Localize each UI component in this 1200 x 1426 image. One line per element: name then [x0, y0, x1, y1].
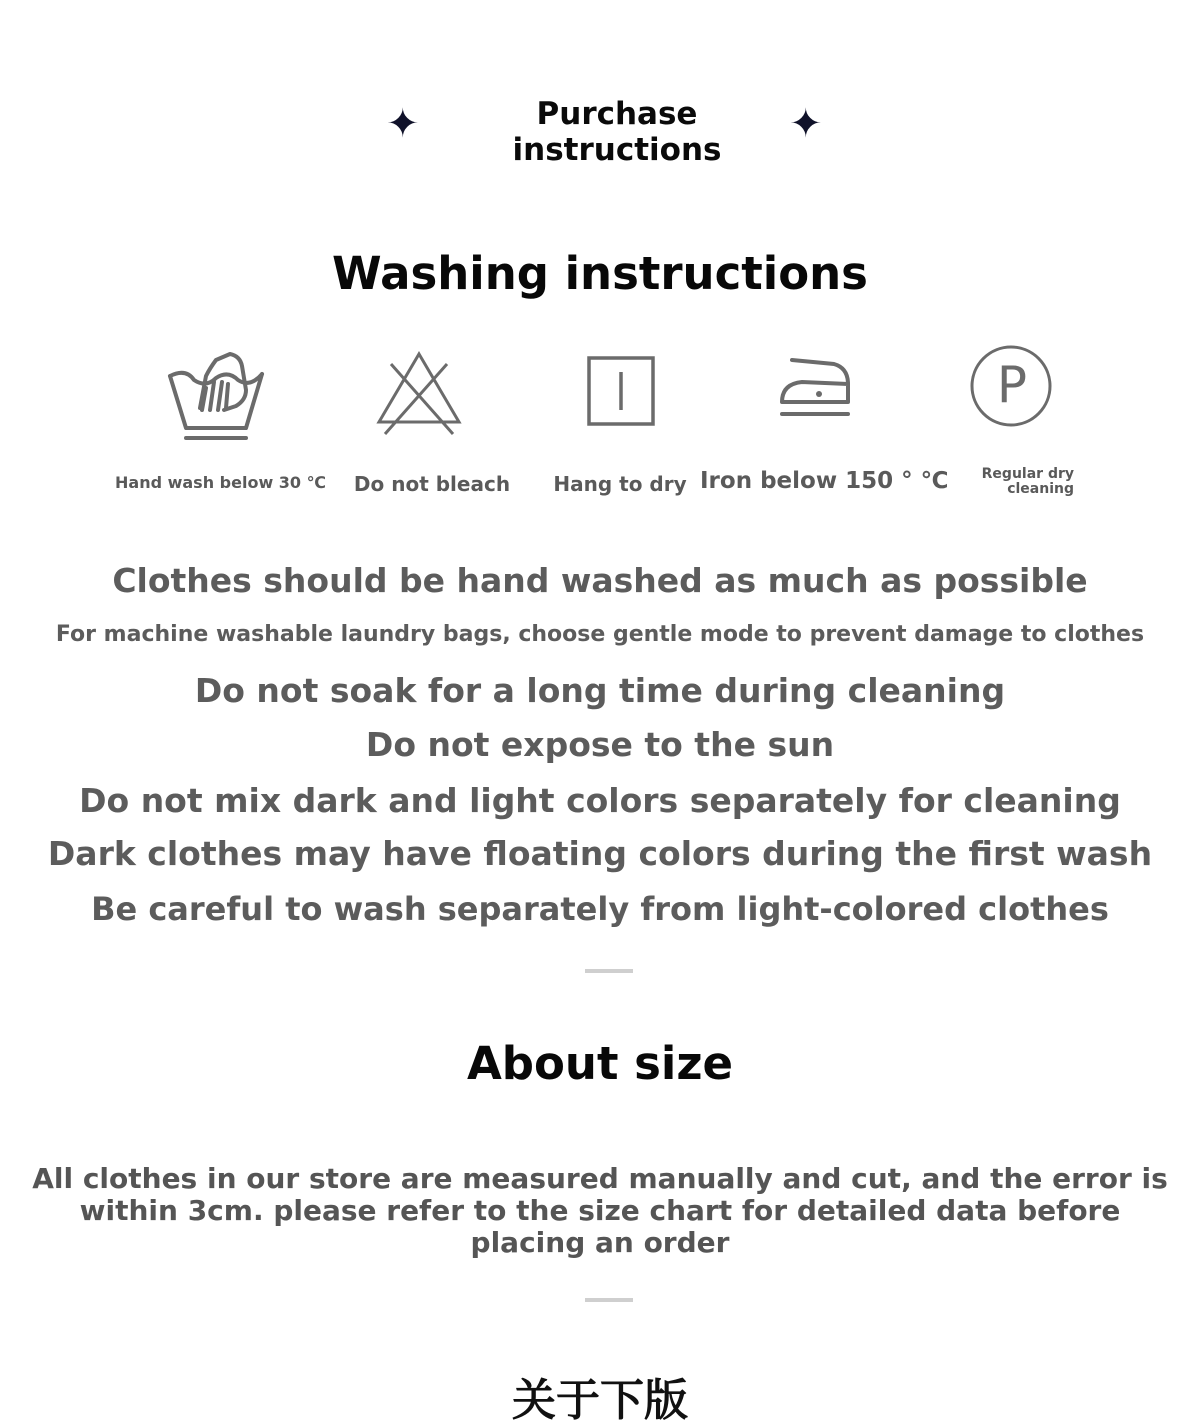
care-line: Be careful to wash separately from light-colored clothes	[91, 890, 1109, 928]
next-section-title: 关于下版	[512, 1375, 688, 1426]
hand-wash-label: Hand wash below 30 ℃	[115, 473, 327, 492]
purchase-instructions-heading: Purchase instructions	[512, 96, 722, 168]
dry-clean-letter: P	[996, 356, 1028, 414]
sparkle-star-icon-left: ✦	[386, 101, 420, 147]
hang-dry-label: Hang to dry	[553, 472, 687, 496]
section-divider	[585, 969, 633, 973]
hand-wash-icon	[166, 348, 266, 442]
care-line: Do not soak for a long time during cleaning	[194, 671, 1006, 710]
iron-label: Iron below 150 ° ℃	[700, 468, 949, 494]
dry-clean-label: Regular dry cleaning	[981, 466, 1074, 497]
about-size-title: About size	[466, 1037, 734, 1090]
sparkle-star-icon-right: ✦	[789, 101, 823, 147]
size-description: All clothes in our store are measured manually and cut, and the error is within 3cm. please refer to the size chart for detailed data before placing an order	[32, 1162, 1168, 1259]
care-line: For machine washable laundry bags, choose gentle mode to prevent damage to clothes	[55, 622, 1145, 647]
no-bleach-label: Do not bleach	[353, 472, 511, 496]
care-line: Clothes should be hand washed as much as possible	[112, 561, 1088, 600]
care-line: Do not mix dark and light colors separately for cleaning	[79, 781, 1121, 820]
iron-icon	[778, 354, 854, 420]
washing-instructions-title: Washing instructions	[332, 247, 868, 300]
section-divider	[585, 1298, 633, 1302]
hang-dry-icon	[585, 354, 659, 430]
care-line: Dark clothes may have floating colors during the first wash	[47, 834, 1153, 873]
care-line: Do not expose to the sun	[365, 725, 835, 764]
no-bleach-icon	[375, 350, 463, 438]
